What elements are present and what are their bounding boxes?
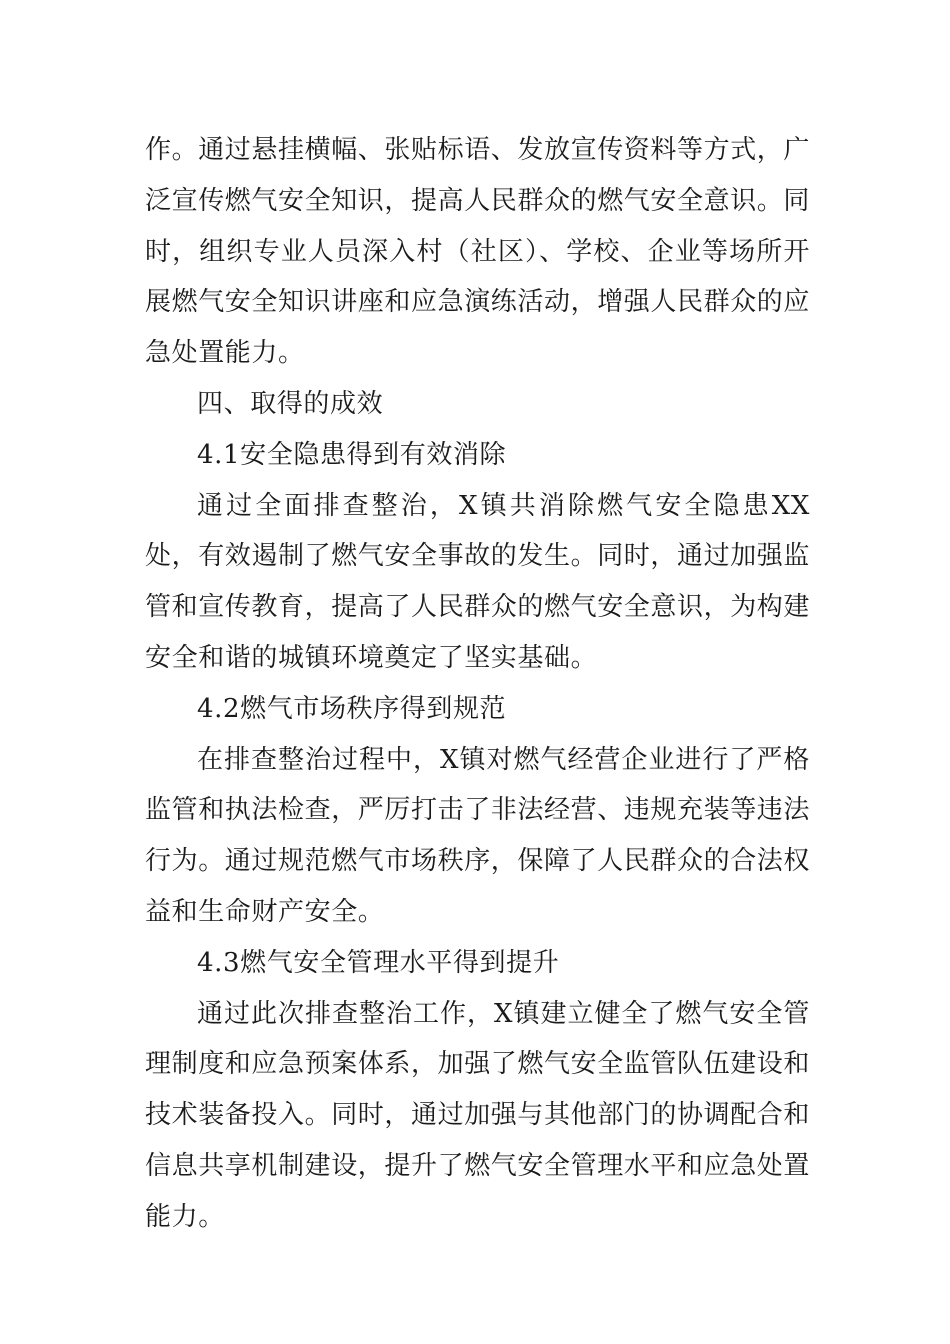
- section-heading-achievements: 四、取得的成效: [197, 388, 384, 419]
- subheading-4-2: 4.2燃气市场秩序得到规范: [197, 693, 507, 724]
- subheading-4-1: 4.1安全隐患得到有效消除: [197, 439, 507, 470]
- paragraph-4-3: 通过此次排查整治工作，X镇建立健全了燃气安全管理制度和应急预案体系，加强了燃气安全监管队伍建设和技术装备投入。同时，通过加强与其他部门的协调配合和信息共享机制建设，提升了燃气安全管理水平和应急处置能力。: [145, 998, 811, 1232]
- document-body: [145, 125, 810, 1243]
- subheading-4-3: 4.3燃气安全管理水平得到提升: [197, 947, 560, 978]
- paragraph-4-1: 通过全面排查整治，X镇共消除燃气安全隐患XX处，有效遏制了燃气安全事故的发生。同时，通过加强监管和宣传教育，提高了人民群众的燃气安全意识，为构建安全和谐的城镇环境奠定了坚实基础。: [145, 490, 811, 673]
- paragraph-4-2: 在排查整治过程中，X镇对燃气经营企业进行了严格监管和执法检查，严厉打击了非法经营、违规充装等违法行为。通过规范燃气市场秩序，保障了人民群众的合法权益和生命财产安全。: [145, 744, 811, 927]
- paragraph-continuation: 作。通过悬挂横幅、张贴标语、发放宣传资料等方式，广泛宣传燃气安全知识，提高人民群众的燃气安全意识。同时，组织专业人员深入村（社区）、学校、企业等场所开展燃气安全知识讲座和应急演练活动，增强人民群众的应急处置能力。: [145, 135, 811, 369]
